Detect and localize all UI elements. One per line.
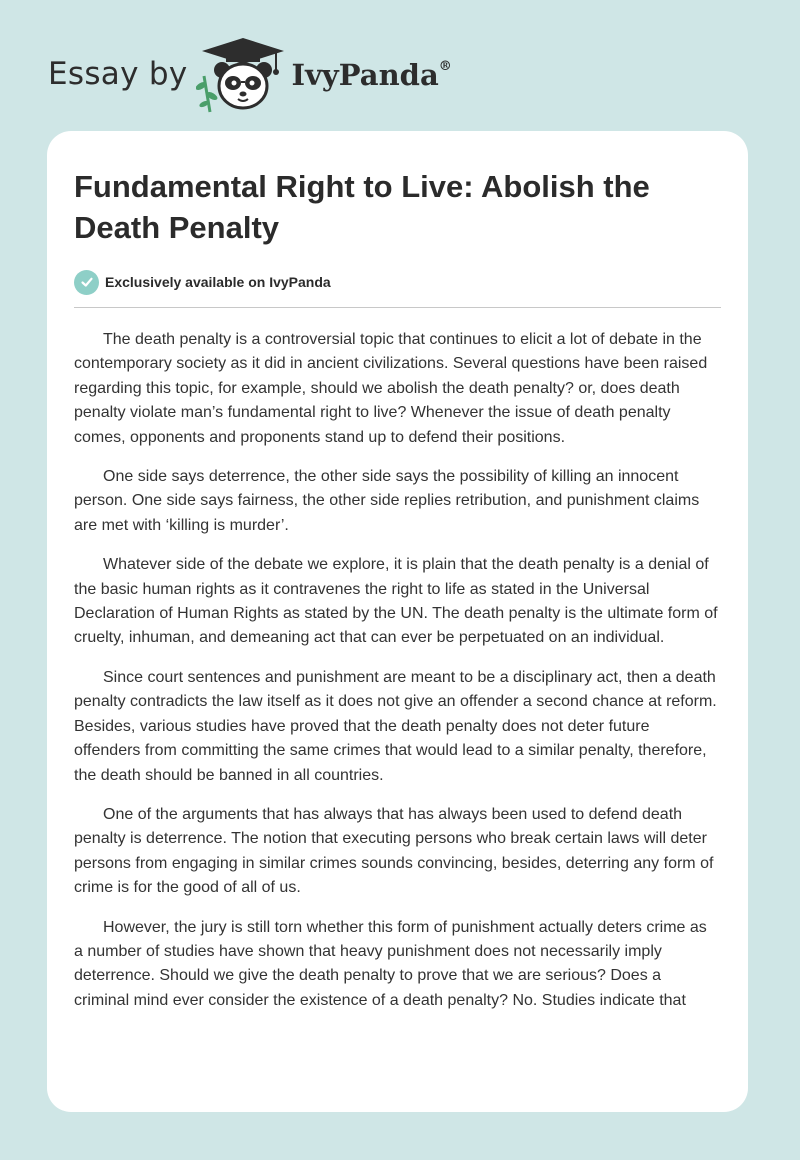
panda-graduate-icon (196, 34, 290, 114)
registered-mark: ® (438, 59, 452, 75)
brand-prefix: Essay by (48, 56, 188, 92)
essay-title: Fundamental Right to Live: Abolish the Death Penalty (74, 169, 650, 245)
exclusive-badge (74, 269, 748, 295)
essay-paragraph: One side says deterrence, the other side says the possibility of killing an innocent person. One side says fairness, the other side replies retribution, and punishment claims are met with ‘killing is murder’. (74, 468, 700, 534)
essay-body (74, 328, 718, 1013)
essay-paragraph: Whatever side of the debate we explore, it is plain that the death penalty is a denial of the basic human rights as it contravenes the right to life as stated in the Universal Declaration of Human Rights as stated by the UN. The death penalty is the ultimate form of cruelty, inhuman, and demeaning act that can ever be perpetuated on an individual. (74, 556, 718, 647)
badge-text: Exclusively available on IvyPanda (105, 274, 331, 290)
essay-paragraph: Since court sentences and punishment are meant to be a disciplinary act, then a death penalty contradicts the law itself as it does not give an offender a second chance at reform. Besides, various studies have proved that the death penalty does not deter future offenders from committing the same crimes that would lead to a similar penalty, therefore, the death should be banned in all countries. (74, 668, 717, 784)
essay-paragraph: However, the jury is still torn whether this form of punishment actually deters crime as a number of studies have shown that heavy punishment does not necessarily imply deterrence. Should we give the death penalty to prove that we are serious? Does a criminal mind ever consider the existence of a death penalty? No. Studies indicate that (74, 918, 707, 1009)
essay-card (47, 131, 748, 1112)
brand-header (48, 34, 452, 114)
essay-paragraph: One of the arguments that has always that has always been used to defend death penalty is deterrence. The notion that executing persons who break certain laws will deter persons from engaging in similar crimes sounds convincing, besides, deterring any form of crime is for the good of all of us. (74, 805, 714, 897)
brand-name: IvyPanda® (291, 58, 452, 92)
essay-paragraph: The death penalty is a controversial topic that continues to elicit a lot of debate in the contemporary society as it did in ancient civilizations. Several questions have been raised regarding this topic, for example, should we abolish the death penalty? or, does death penalty violate man’s fundamental right to live? Whenever the issue of death penalty comes, opponents and proponents stand up to defend their positions. (74, 331, 708, 446)
check-icon (74, 270, 99, 295)
divider (74, 307, 721, 308)
